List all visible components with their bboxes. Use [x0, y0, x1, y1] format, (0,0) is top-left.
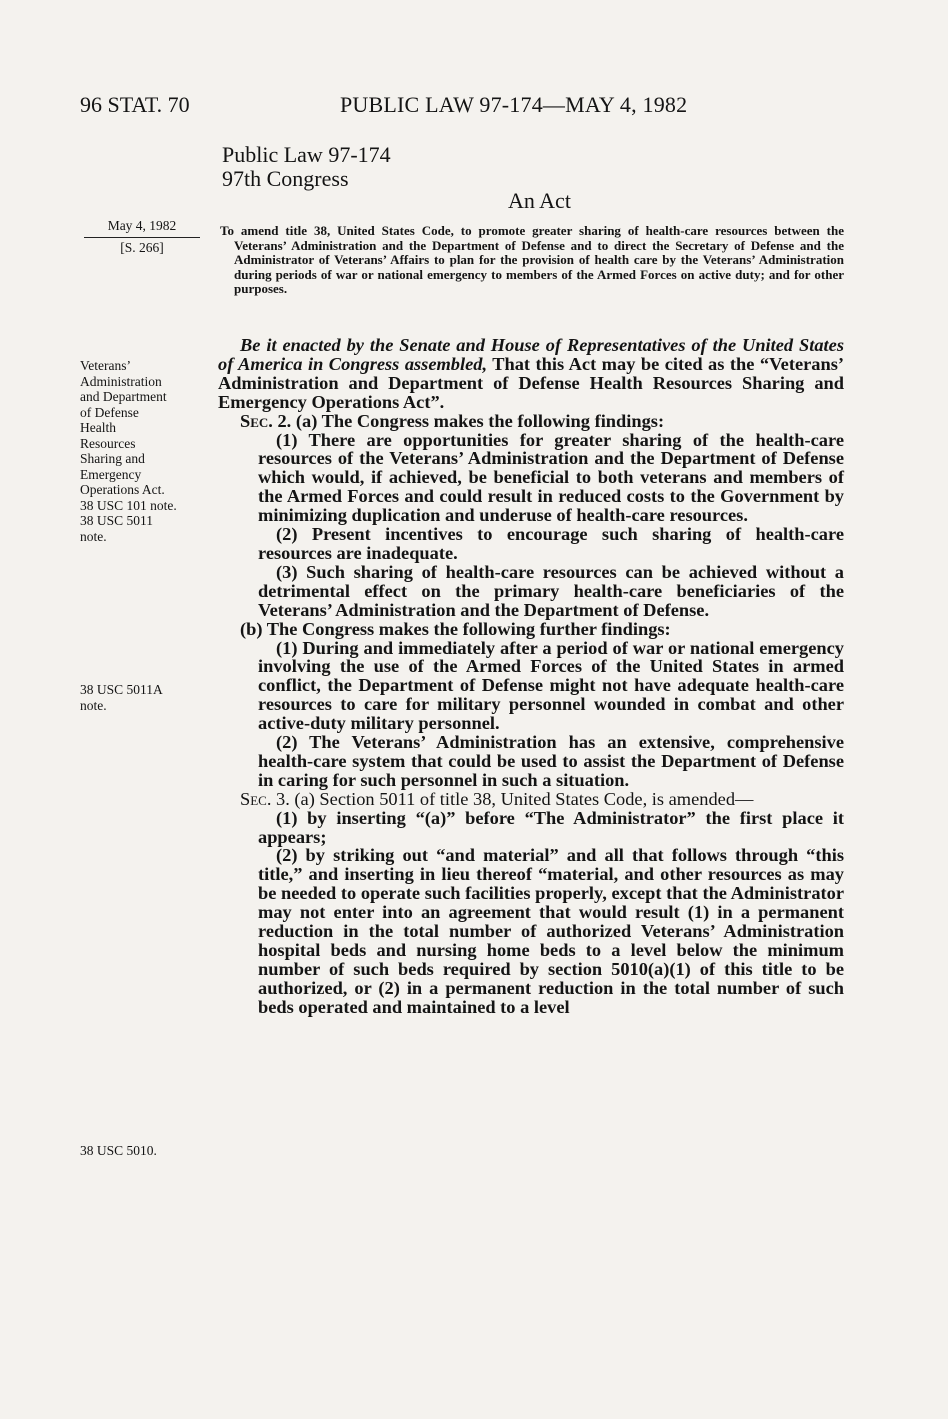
enactment-sidenote — [84, 218, 200, 256]
sec2-a-2: (2) Present incentives to encourage such sharing of health-care resources are inadequate. — [258, 524, 844, 563]
sec3-2: (2) by striking out “and material” and all that follows through “this title,” and inserting in lieu thereof “material, and other resources as may be needed to operate such facilities properly, except that the Administrator may not enter into an agreement that would result (1) in a permanent reduction in the total number of authorized Veterans’ Administration hospital beds and nursing home beds to a level below the minimum number of such beds required by section 5010(a)(1) of this title to be authorized, or (2) in a permanent reduction in the total number of such beds operated and maintained to a level — [258, 845, 844, 1017]
public-law-block — [222, 143, 391, 191]
act-body — [218, 336, 844, 1017]
sidenote-line: note. — [80, 528, 107, 544]
sidenote-line: Veterans’ — [80, 358, 131, 373]
purpose-clause — [220, 224, 844, 297]
short-title-text: That this Act may be cited as the “Veterans’ Administration and Department of Defense Health Resources Sharing and Emergency Operations Act”. — [218, 353, 844, 412]
sidenote-line: Emergency — [80, 466, 142, 482]
sec3-intro — [218, 790, 844, 809]
sec2-a-1: (1) There are opportunities for greater sharing of the health-care resources of the Veterans’ Administration and the Department of Defense which would, if achieved, be beneficial to both veterans and members of the Armed Forces and could result in reduced costs to the Government by minimizing duplication and underuse of health-care resources. — [258, 429, 844, 526]
sec3-1: (1) by inserting “(a)” before “The Administrator” the first place it appears; — [258, 807, 844, 847]
sidenote-line: 38 USC 101 note. — [80, 497, 177, 513]
sec2-b-intro: (b) The Congress makes the following further findings: — [240, 618, 671, 639]
sidenote-line: of Defense — [80, 404, 139, 420]
sidenote-line: Administration — [80, 373, 162, 389]
sec2-b-2: (2) The Veterans’ Administration has an extensive, comprehensive health-care system that could be used to assist the Department of Defense in caring for such personnel in such a situation. — [258, 732, 844, 790]
sec2-a-text: (a) The Congress makes the following findings: — [291, 410, 665, 431]
sec3-intro-text: 3. (a) Section 5011 of title 38, United States Code, is amended— — [271, 788, 754, 809]
sidenote-rule — [84, 237, 200, 238]
public-law-number: Public Law 97-174 — [222, 142, 391, 167]
sidenote-line: Resources — [80, 435, 136, 451]
bill-number: [S. 266] — [120, 240, 164, 255]
running-title: PUBLIC LAW 97-174—MAY 4, 1982 — [340, 92, 688, 117]
sec3-label: Sec. — [240, 788, 272, 809]
sidenote-line: Health — [80, 420, 116, 435]
sidenote-line: Operations Act. — [80, 482, 165, 497]
sidenote-line: note. — [80, 697, 107, 713]
sidenote-line: 38 USC 5011A — [80, 682, 163, 697]
sidenote-line: Sharing and — [80, 451, 145, 466]
enactment-date: May 4, 1982 — [107, 218, 177, 233]
sec2-a-intro — [218, 412, 844, 431]
purpose-text: To amend title 38, United States Code, to promote greater sharing of health-care resources between the Veterans’ Administration and the Department of Defense and to direct the Secretary of Defense and the Administrator of Veterans’ Affairs to plan for the provision of health care by the Veterans’ Administration during periods of war or national emergency to members of the Armed Forces on active duty; and for other purposes. — [220, 223, 844, 297]
short-title-sidenote — [80, 358, 177, 544]
congress-number: 97th Congress — [222, 166, 349, 191]
sidenote-line: and Department — [80, 389, 167, 404]
page-reference: 96 STAT. 70 — [80, 92, 190, 117]
usc-5010-sidenote: 38 USC 5010. — [80, 1143, 157, 1158]
sidenote-line: 38 USC 5011 — [80, 513, 154, 528]
sec2-a-3: (3) Such sharing of health-care resources can be achieved without a detrimental effect on the primary health-care beneficiaries of the Veterans’ Administration and the Department of Defense. — [258, 561, 844, 620]
act-label: An Act — [508, 188, 571, 213]
sec2-label: Sec. 2. — [240, 410, 292, 431]
sec2-b-1: (1) During and immediately after a period of war or national emergency involving the use of the Armed Forces of the United States in armed conflict, the Department of Defense might not have adequate health-care resources to care for military personnel wounded in combat and other active-duty military personnel. — [258, 637, 844, 734]
usc-5011a-sidenote — [80, 682, 163, 713]
enacting-clause — [218, 336, 844, 412]
enacting-formula: Be it enacted by the Senate and House of Representatives of the United States of America in Congress assembled, — [218, 335, 844, 374]
